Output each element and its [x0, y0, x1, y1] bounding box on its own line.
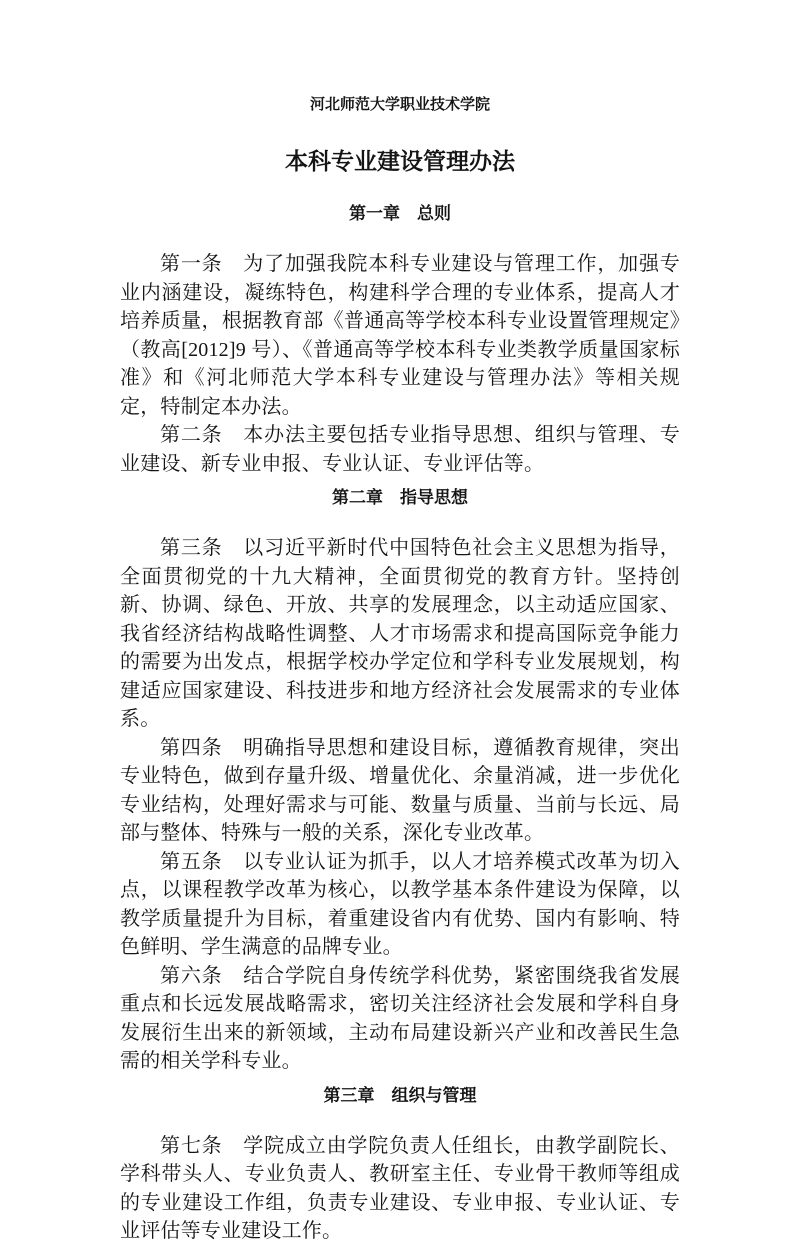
paragraph-article-7: 第七条 学院成立由学院负责人任组长，由教学副院长、学科带头人、专业负责人、教研室主任、专业骨干教师等组成的专业建设工作组，负责专业建设、专业申报、专业认证、专业评估等专业建设工作。 — [120, 1134, 680, 1242]
paragraph-article-4: 第四条 明确指导思想和建设目标，遵循教育规律，突出专业特色，做到存量升级、增量优化、余量消减，进一步优化专业结构，处理好需求与可能、数量与质量、当前与长远、局部与整体、特殊与一般的关系，深化专业改革。 — [120, 736, 680, 844]
paragraph-article-2: 第二条 本办法主要包括专业指导思想、组织与管理、专业建设、新专业申报、专业认证、专业评估等。 — [120, 424, 680, 475]
paragraph-article-1: 第一条 为了加强我院本科专业建设与管理工作，加强专业内涵建设，凝练特色，构建科学合理的专业体系，提高人才培养质量，根据教育部《普通高等学校本科专业设置管理规定》（教高[2012]9 号）、《普通高等学校本科专业类教学质量国家标准》和《河北师范大学本科专业建设与管理办法》等相关规定，特制定本办法。 — [120, 253, 680, 418]
chapter-heading-organization-management: 第三章 组织与管理 — [323, 1085, 477, 1105]
chapter-heading-general-provisions: 第一章 总则 — [349, 204, 451, 223]
paragraph-article-3: 第三条 以习近平新时代中国特色社会主义思想为指导，全面贯彻党的十九大精神，全面贯彻党的教育方针。坚持创新、协调、绿色、开放、共享的发展理念，以主动适应国家、我省经济结构战略性调整、人才市场需求和提高国际竞争能力的需要为出发点，根据学校办学定位和学科专业发展规划，构建适应国家建设、科技进步和地方经济社会发展需求的专业体系。 — [120, 537, 680, 730]
paragraph-article-5: 第五条 以专业认证为抓手，以人才培养模式改革为切入点，以课程教学改革为核心，以教学基本条件建设为保障，以教学质量提升为目标，着重建设省内有优势、国内有影响、特色鲜明、学生满意的品牌专业。 — [120, 850, 680, 958]
document-title: 本科专业建设管理办法 — [285, 148, 515, 174]
paragraph-article-6: 第六条 结合学院自身传统学科优势，紧密围绕我省发展重点和长远发展战略需求，密切关注经济社会发展和学科自身发展衍生出来的新领域，主动布局建设新兴产业和改善民生急需的相关学科专业。 — [120, 964, 680, 1072]
chapter-heading-guiding-ideology: 第二章 指导思想 — [332, 488, 468, 507]
institution-name: 河北师范大学职业技术学院 — [309, 96, 490, 113]
